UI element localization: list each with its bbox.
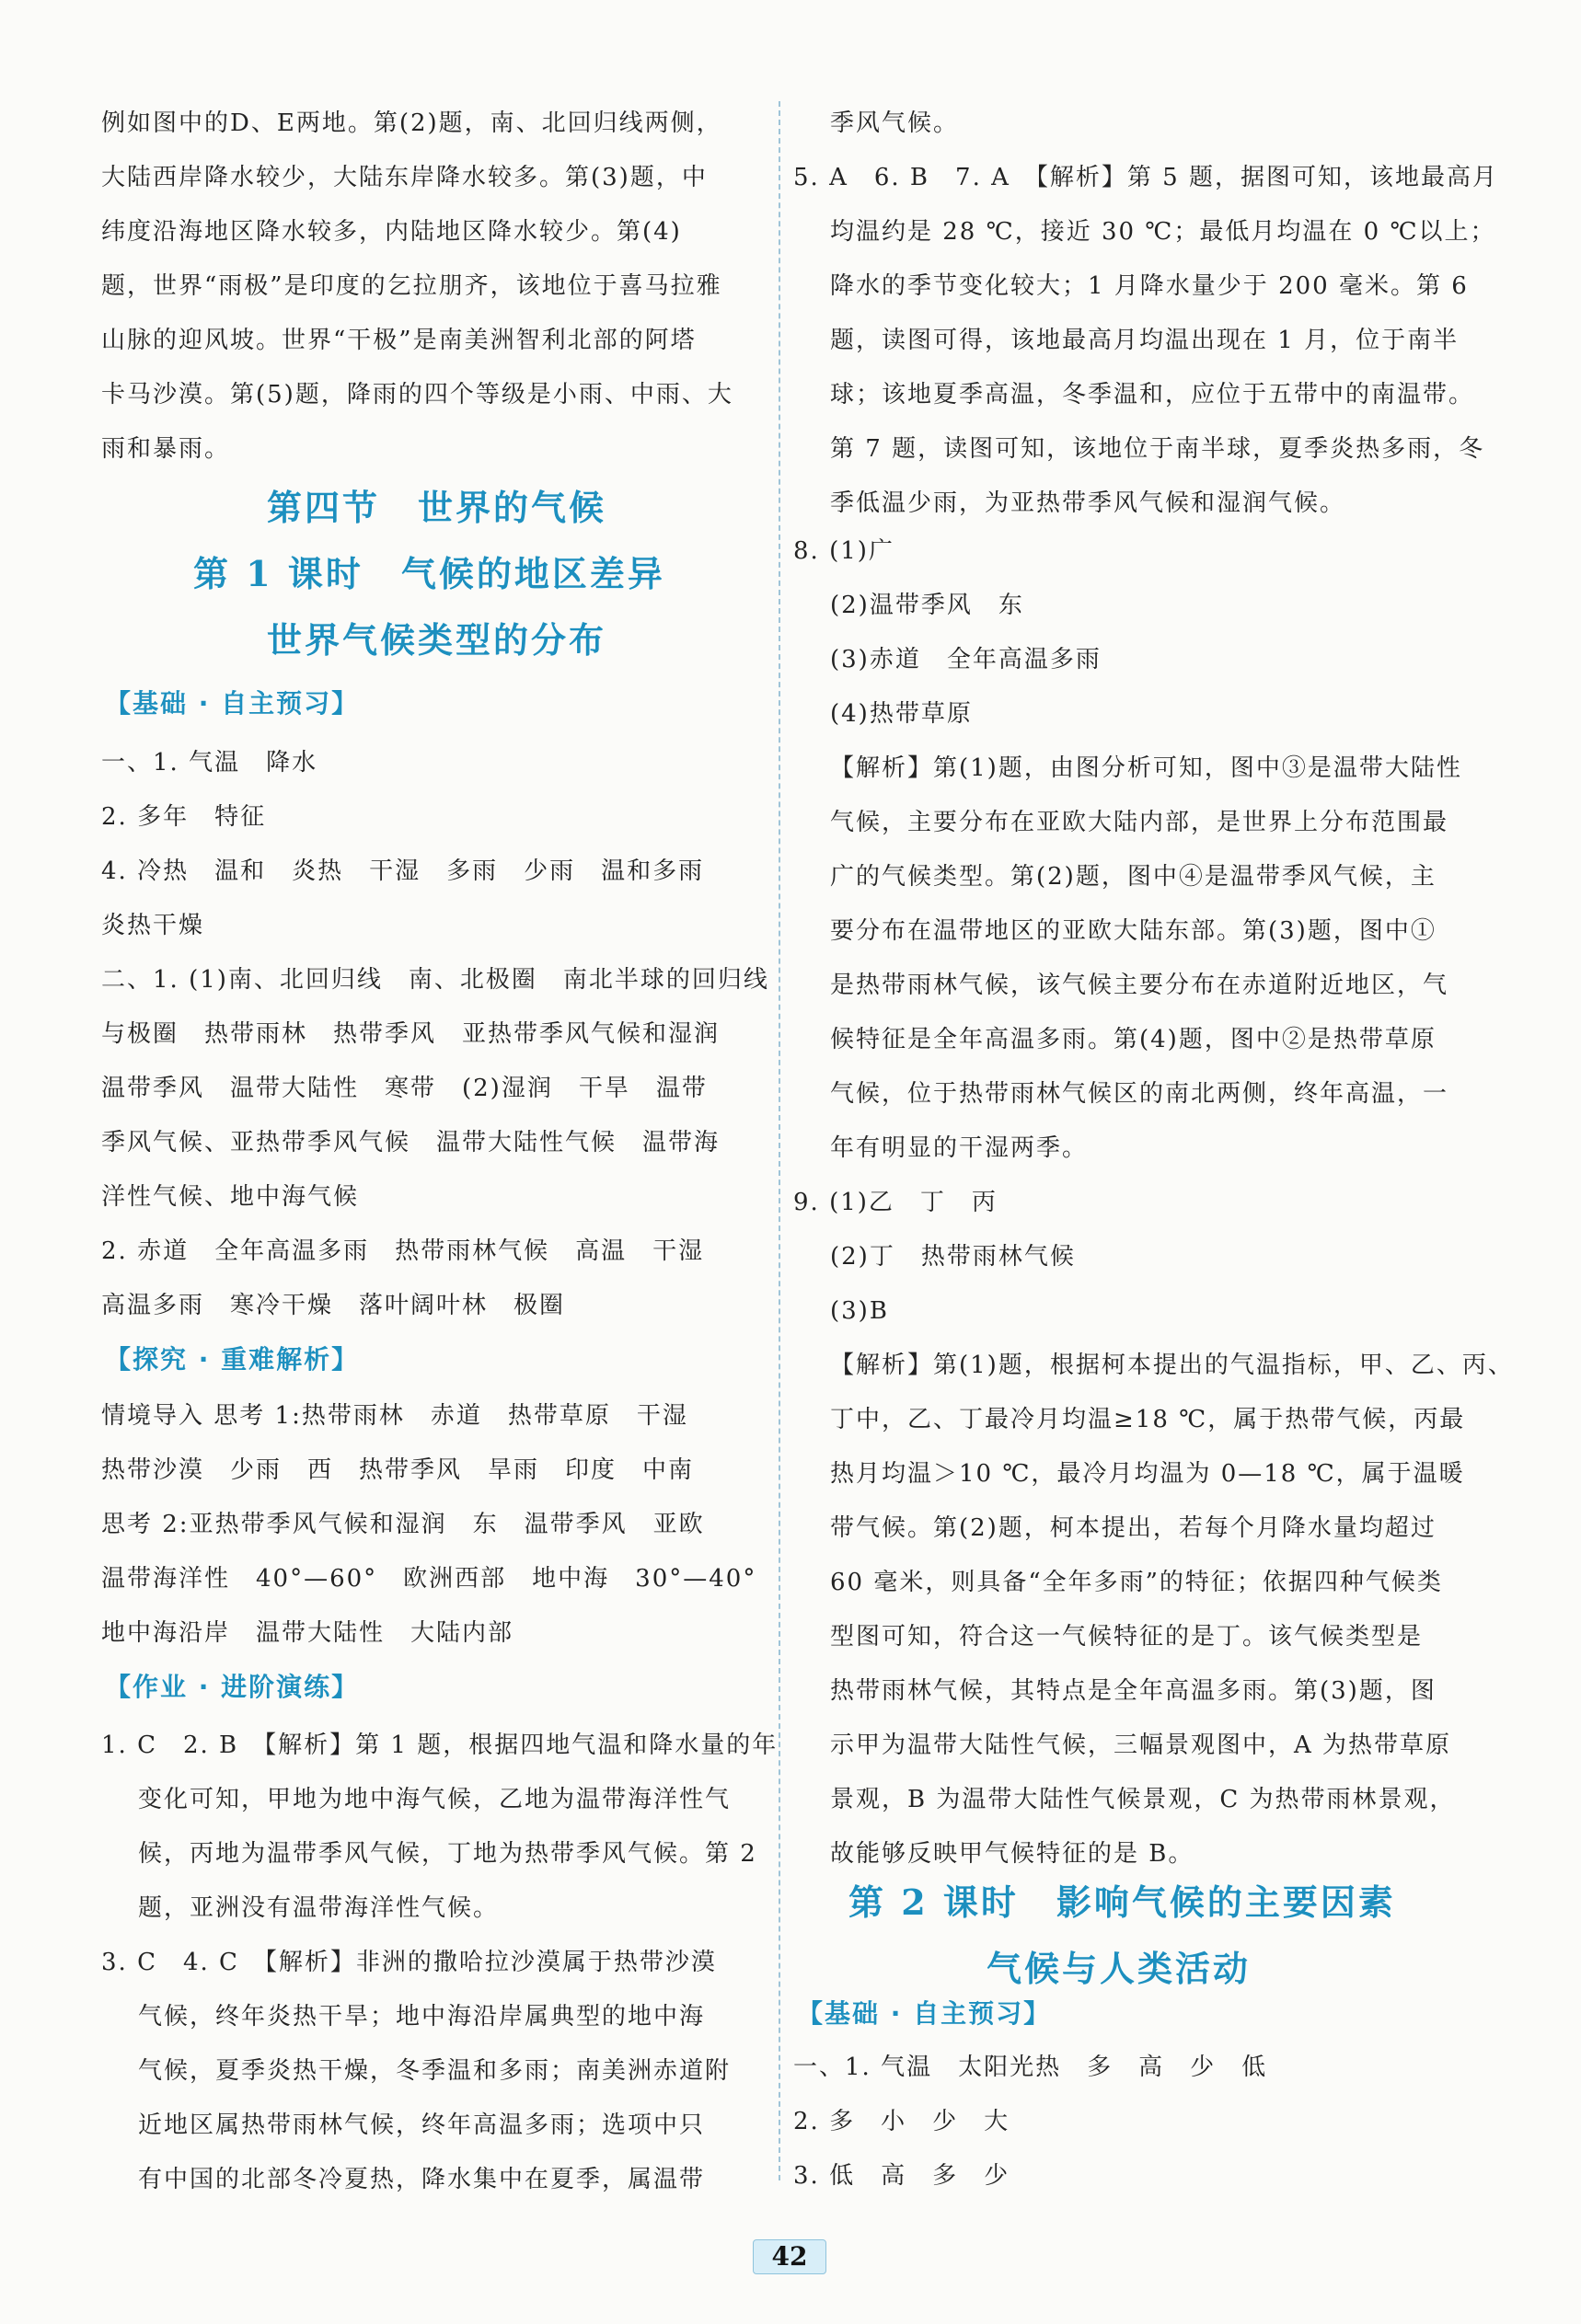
answer-line: 故能够反映甲气候特征的是 B。 (830, 1840, 1194, 1868)
answer-line: 地中海沿岸 温带大陆性 大陆内部 (101, 1619, 514, 1647)
answer-line: 气候，终年炎热干旱；地中海沿岸属典型的地中海 (138, 2003, 706, 2031)
answer-line: 降水的季节变化较大；1 月降水量少于 200 毫米。第 6 (830, 272, 1469, 300)
answer-line: 候特征是全年高温多雨。第(4)题，图中②是热带草原 (830, 1026, 1437, 1053)
answer-line: 炎热干燥 (101, 912, 205, 939)
text-line: 季风气候。 (830, 109, 960, 137)
answer-line: 高温多雨 寒冷干燥 落叶阔叶林 极圈 (101, 1292, 566, 1319)
answer-line: 二、1. (1)南、北回归线 南、北极圈 南北半球的回归线 (101, 966, 769, 994)
answer-line: 【解析】第(1)题，由图分析可知，图中③是温带大陆性 (830, 754, 1462, 782)
answer-line: 3. 低 高 多 少 (793, 2162, 1010, 2190)
answer-line: 60 毫米，则具备“全年多雨”的特征；依据四种气候类 (830, 1569, 1443, 1596)
answer-line: 热月均温＞10 ℃，最冷月均温为 0—18 ℃，属于温暖 (830, 1460, 1465, 1488)
answer-line: 思考 2:亚热带季风气候和湿润 东 温带季风 亚欧 (101, 1511, 705, 1538)
answer-line: 3. C 4. C 【解析】非洲的撒哈拉沙漠属于热带沙漠 (101, 1949, 717, 1976)
answer-line: 均温约是 28 ℃，接近 30 ℃；最低月均温在 0 ℃以上； (830, 218, 1496, 246)
answer-line: 第 7 题，读图可知，该地位于南半球，夏季炎热多雨，冬 (830, 435, 1485, 463)
answer-line: 景观，B 为温带大陆性气候景观，C 为热带雨林景观， (830, 1786, 1456, 1813)
answer-line: 8. (1)广 (793, 537, 894, 565)
answer-line: 季风气候、亚热带季风气候 温带大陆性气候 温带海 (101, 1129, 721, 1156)
column-divider (779, 101, 780, 2180)
answer-line: 有中国的北部冬冷夏热，降水集中在夏季，属温带 (138, 2166, 706, 2193)
lesson-subtitle: 世界气候类型的分布 (267, 619, 607, 661)
answer-line: (3)赤道 全年高温多雨 (830, 646, 1102, 673)
answer-line: 题，读图可得，该地最高月均温出现在 1 月，位于南半 (830, 327, 1460, 354)
answer-line: 季低温少雨，为亚热带季风气候和湿润气候。 (830, 489, 1346, 517)
answer-line: 要分布在温带地区的亚欧大陆东部。第(3)题，图中① (830, 917, 1437, 945)
answer-line: 2. 多 小 少 大 (793, 2108, 1010, 2135)
answer-line: 候，丙地为温带季风气候，丁地为热带季风气候。第 2 (138, 1840, 757, 1868)
answer-line: 一、1. 气温 降水 (101, 749, 318, 777)
page-number: 42 (753, 2239, 826, 2274)
answer-line: 【解析】第(1)题，根据柯本提出的气温指标，甲、乙、丙、 (830, 1352, 1514, 1379)
answer-line: (3)B (830, 1297, 889, 1325)
answer-line: (2)丁 热带雨林气候 (830, 1243, 1076, 1271)
lesson-title: 第 2 课时 影响气候的主要因素 (848, 1881, 1396, 1923)
answer-line: 气候，位于热带雨林气候区的南北两侧，终年高温，一 (830, 1080, 1449, 1108)
answer-line: 球；该地夏季高温，冬季温和，应位于五带中的南温带。 (830, 381, 1475, 408)
text-line: 例如图中的D、E两地。第(2)题，南、北回归线两侧， (101, 109, 722, 137)
answer-line: 广的气候类型。第(2)题，图中④是温带季风气候，主 (830, 863, 1437, 891)
answer-line: 型图可知，符合这一气候特征的是丁。该气候类型是 (830, 1623, 1424, 1651)
answer-line: 情境导入 思考 1:热带雨林 赤道 热带草原 干湿 (101, 1402, 688, 1430)
answer-line: 带气候。第(2)题，柯本提出，若每个月降水量均超过 (830, 1514, 1437, 1542)
answer-line: 热带雨林气候，其特点是全年高温多雨。第(3)题，图 (830, 1677, 1437, 1705)
answer-line: 气候，主要分布在亚欧大陆内部，是世界上分布范围最 (830, 809, 1449, 836)
answer-line: 年有明显的干湿两季。 (830, 1134, 1089, 1162)
answer-line: 1. C 2. B 【解析】第 1 题，根据四地气温和降水量的年 (101, 1731, 779, 1759)
section-tag-explore: 【探究 · 重难解析】 (105, 1344, 360, 1375)
answer-line: 示甲为温带大陆性气候，三幅景观图中，A 为热带草原 (830, 1731, 1452, 1759)
answer-line: 一、1. 气温 太阳光热 多 高 少 低 (793, 2054, 1268, 2081)
answer-line: 丁中，乙、丁最冷月均温≥18 ℃，属于热带气候，丙最 (830, 1406, 1466, 1433)
answer-line: 2. 赤道 全年高温多雨 热带雨林气候 高温 干湿 (101, 1237, 705, 1265)
answer-line: 洋性气候、地中海气候 (101, 1183, 360, 1211)
section-tag-basic: 【基础 · 自主预习】 (797, 1998, 1052, 2029)
text-line: 大陆西岸降水较少，大陆东岸降水较多。第(3)题，中 (101, 164, 708, 191)
answer-line: 温带海洋性 40°—60° 欧洲西部 地中海 30°—40° (101, 1565, 757, 1593)
section-tag-homework: 【作业 · 进阶演练】 (105, 1672, 360, 1702)
text-line: 卡马沙漠。第(5)题，降雨的四个等级是小雨、中雨、大 (101, 381, 733, 408)
text-line: 雨和暴雨。 (101, 435, 231, 463)
answer-line: 2. 多年 特征 (101, 803, 267, 831)
section-title: 第四节 世界的气候 (267, 487, 607, 528)
answer-line: 4. 冷热 温和 炎热 干湿 多雨 少雨 温和多雨 (101, 857, 705, 885)
answer-line: 温带季风 温带大陆性 寒带 (2)湿润 干旱 温带 (101, 1075, 708, 1102)
answer-line: (2)温带季风 东 (830, 592, 1024, 619)
lesson-subtitle: 气候与人类活动 (987, 1948, 1252, 1989)
answer-line: 变化可知，甲地为地中海气候，乙地为温带海洋性气 (138, 1786, 732, 1813)
answer-line: 近地区属热带雨林气候，终年高温多雨；选项中只 (138, 2111, 706, 2139)
answer-line: 题，亚洲没有温带海洋性气候。 (138, 1894, 500, 1922)
text-line: 山脉的迎风坡。世界“干极”是南美洲智利北部的阿塔 (101, 327, 697, 354)
section-tag-basic: 【基础 · 自主预习】 (105, 688, 360, 719)
answer-line: (4)热带草原 (830, 700, 973, 728)
text-line: 题，世界“雨极”是印度的乞拉朋齐，该地位于喜马拉雅 (101, 272, 722, 300)
text-line: 纬度沿海地区降水较多，内陆地区降水较少。第(4) (101, 218, 682, 246)
answer-line: 热带沙漠 少雨 西 热带季风 旱雨 印度 中南 (101, 1456, 695, 1484)
answer-line: 9. (1)乙 丁 丙 (793, 1189, 998, 1216)
answer-line: 气候，夏季炎热干燥，冬季温和多雨；南美洲赤道附 (138, 2057, 732, 2085)
lesson-title: 第 1 课时 气候的地区差异 (193, 553, 665, 594)
answer-line: 是热带雨林气候，该气候主要分布在赤道附近地区，气 (830, 972, 1449, 999)
answer-line: 与极圈 热带雨林 热带季风 亚热带季风气候和湿润 (101, 1020, 721, 1048)
answer-line: 5. A 6. B 7. A 【解析】第 5 题，据图可知，该地最高月 (793, 164, 1498, 191)
